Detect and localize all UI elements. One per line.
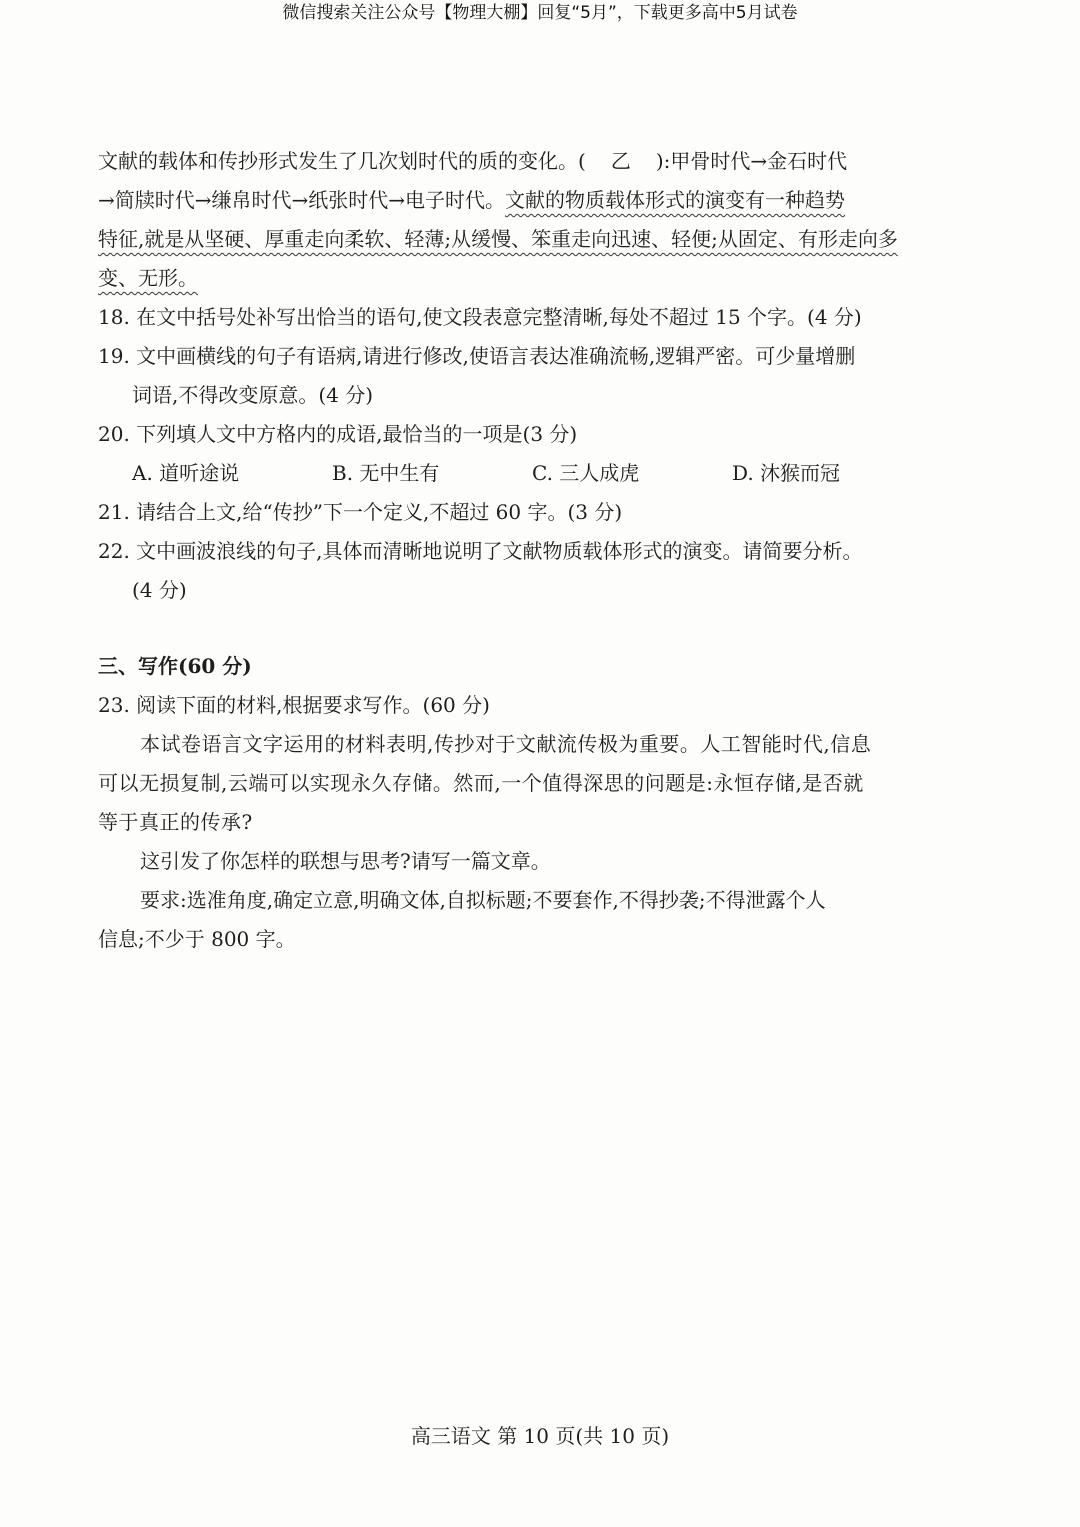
option-a: A. 道听途说	[132, 461, 240, 485]
question-21: 21. 请结合上文,给“传抄”下一个定义,不超过 60 字。(3 分)	[98, 500, 623, 524]
material-line: 本试卷语言文字运用的材料表明,传抄对于文献流传极为重要。人工智能时代,信息	[140, 732, 872, 756]
passage-line-4	[98, 259, 936, 298]
passage-line-2	[98, 181, 936, 220]
section-gap	[98, 610, 936, 647]
passage-text: ):甲骨时代→金石时代	[655, 149, 848, 173]
question-22-continued: (4 分)	[132, 578, 187, 602]
material-line: 可以无损复制,云端可以实现永久存储。然而,一个值得深思的问题是:永恒存储,是否就	[98, 771, 864, 795]
question-18: 18. 在文中括号处补写出恰当的语句,使文段表意完整清晰,每处不超过 15 个字。(4 分)	[98, 305, 862, 329]
wavy-underlined-sentence: 文献的物质载体形式的演变有一种趋势	[505, 188, 846, 212]
essay-requirements-continued: 信息;不少于 800 字。	[98, 927, 296, 951]
wavy-underlined-sentence: 特征,就是从坚硬、厚重走向柔软、轻薄;从缓慢、笨重走向迅速、轻便;从固定、有形走向多	[98, 227, 898, 251]
passage-line-3	[98, 220, 936, 259]
question-22: 22. 文中画波浪线的句子,具体而清晰地说明了文献物质载体形式的演变。请简要分析。	[98, 539, 863, 563]
watermark-header: 微信搜索关注公众号【物理大棚】回复“5月”，下载更多高中5月试卷	[282, 3, 798, 23]
question-23: 23. 阅读下面的材料,根据要求写作。(60 分)	[98, 693, 490, 717]
passage-text: 文献的载体和传抄形式发生了几次划时代的质的变化。(	[98, 149, 586, 173]
question-20-options	[98, 454, 936, 493]
question-20: 20. 下列填人文中方格内的成语,最恰当的一项是(3 分)	[98, 422, 578, 446]
essay-prompt: 这引发了你怎样的联想与思考?请写一篇文章。	[140, 849, 551, 873]
question-19: 19. 文中画横线的句子有语病,请进行修改,使语言表达准确流畅,逻辑严密。可少量增删	[98, 344, 856, 368]
blank-answer: 乙	[610, 149, 631, 173]
section-title-writing: 三、写作(60 分)	[98, 654, 252, 678]
passage-line-1	[98, 142, 936, 181]
option-d: D. 沐猴而冠	[732, 461, 841, 485]
essay-material	[98, 725, 936, 842]
essay-requirements: 要求:选准角度,确定立意,明确文体,自拟标题;不要套作,不得抄袭;不得泄露个人	[140, 888, 826, 912]
page-footer: 高三语文 第 10 页(共 10 页)	[410, 1424, 670, 1448]
option-b: B. 无中生有	[332, 461, 440, 485]
option-c: C. 三人成虎	[532, 461, 640, 485]
material-line: 等于真正的传承?	[98, 810, 253, 834]
wavy-underlined-sentence: 变、无形。	[98, 266, 198, 290]
question-19-continued: 词语,不得改变原意。(4 分)	[132, 383, 374, 407]
passage-text: →简牍时代→缣帛时代→纸张时代→电子时代。	[98, 188, 506, 212]
page-content	[98, 142, 936, 959]
